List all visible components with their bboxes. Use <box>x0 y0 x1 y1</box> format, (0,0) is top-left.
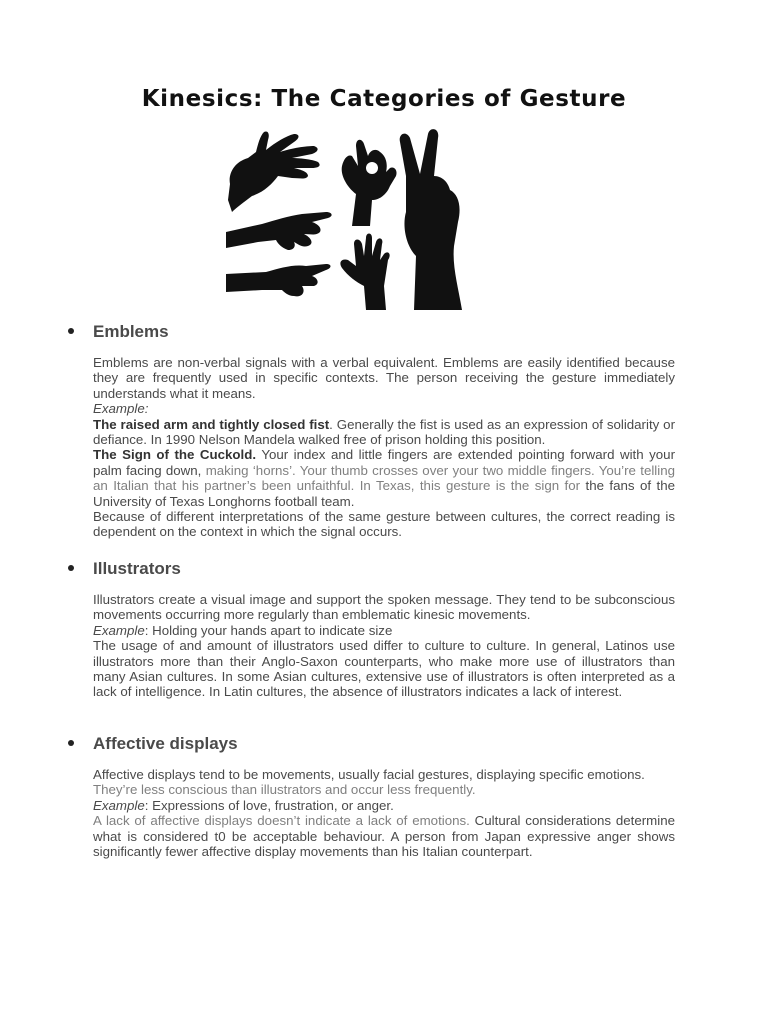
section-body <box>93 592 675 700</box>
illustrators-intro: Illustrators create a visual image and support the spoken message. They tend to be subconscious movements occurring more regularly than emblematic kinesic movements. <box>93 592 675 623</box>
emblems-closing: Because of different interpretations of the same gesture between cultures, the correct reading is dependent on the context in which the signal occurs. <box>93 509 675 540</box>
pointing-hand-icon <box>226 212 332 250</box>
pointing-down-hand-icon <box>226 264 331 296</box>
illustrators-body: The usage of and amount of illustrators used differ to culture to culture. In general, Latinos use illustrators more than their Anglo-Saxon counterparts, who make more use of illustrators than many Asian cultures. In some Asian cultures, extensive use of illustrators is often interpreted as a lack of intelligence. In Latin cultures, the absence of illustrators indicates a lack of interest. <box>93 638 675 700</box>
example-text: : Holding your hands apart to indicate size <box>144 622 393 638</box>
section-heading: Emblems <box>93 322 169 341</box>
affective-intro-light: They’re less conscious than illustrators and occur less frequently. <box>93 782 476 798</box>
open-hand-icon <box>228 131 320 212</box>
example-text: : Expressions of love, frustration, or anger. <box>144 797 394 813</box>
cuckold-title: The Sign of the Cuckold. <box>93 447 257 463</box>
section-heading: Affective displays <box>93 734 238 753</box>
affective-body-light: A lack of affective displays doesn’t indicate a lack of emotions. <box>93 813 470 829</box>
hand-gestures-illustration <box>222 126 478 310</box>
example-label: Example <box>93 797 145 813</box>
page-title: Kinesics: The Categories of Gesture <box>141 86 627 112</box>
bullet-icon <box>68 328 74 334</box>
illustrators-example <box>93 623 675 638</box>
section-body <box>93 767 675 859</box>
fist-text: . Generally the fist is used as an expression of solidarity or defiance. In 1990 Nelson Mandela walked free of prison holding this position. <box>93 416 675 448</box>
bullet-icon <box>68 740 74 746</box>
section-body <box>93 355 675 540</box>
emblems-fist <box>93 417 675 448</box>
bullet-icon <box>68 565 74 571</box>
example-label: Example: <box>93 401 149 417</box>
raised-palm-icon <box>340 234 389 311</box>
affective-example <box>93 798 675 813</box>
cuckold-text-b: making ‘horns’. Your thumb crosses over your two middle fingers. You’re telling an Italian that his partner’s been unfaithful. In Texas, this gesture is the sign for <box>93 462 675 494</box>
section-heading: Illustrators <box>93 559 181 578</box>
emblems-intro: Emblems are non-verbal signals with a verbal equivalent. Emblems are easily identified because they are frequently used in specific contexts. The person receiving the gesture immediately understands what it means. <box>93 355 675 401</box>
affective-body <box>93 813 675 859</box>
cuckold-text-c: the fans of the University of Texas Longhorns football team. <box>93 478 676 509</box>
emblems-cuckold <box>93 447 675 509</box>
fist-title: The raised arm and tightly closed fist <box>93 416 330 432</box>
cuckold-text-a: Your index and little fingers are extended pointing forward with your palm facing down, <box>93 447 675 478</box>
affective-body-text: Cultural considerations determine what is considered t0 be acceptable behaviour. A person from Japan expressive anger shows significantly fewer affective display movements than his Italian counterpart. <box>93 813 675 860</box>
ok-sign-icon <box>342 140 397 226</box>
peace-sign-icon <box>400 129 462 310</box>
affective-intro: Affective displays tend to be movements, usually facial gestures, displaying specific emotions. <box>93 767 645 782</box>
example-label: Example <box>93 622 145 638</box>
